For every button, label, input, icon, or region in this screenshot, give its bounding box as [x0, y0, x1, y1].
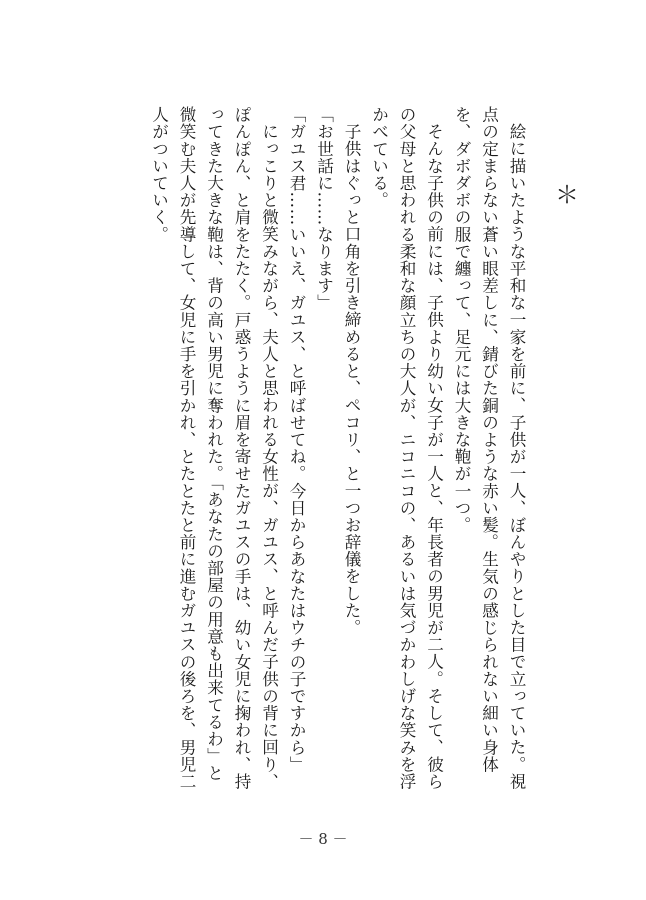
paragraph-3: 子供はぐっと口角を引き締めると、ペコリ、と一つお辞儀をした。: [342, 122, 361, 636]
paragraph-2: そんな子供の前には、子供より幼い女子が一人と、年長者の男児が二人。そして、彼らの父母と思われる柔和な顔立ちの大人が、ニコニコの、あるいは気づかわしげな笑みを浮かべている。: [369, 106, 444, 790]
dialogue-2: 「ガユス君……いいえ、ガユス、と呼ばせてね。今日からあなたはウチの子ですから」: [287, 106, 306, 773]
paragraph-4: にっこりと微笑みながら、夫人と思われる女性が、ガユス、と呼んだ子供の背に回り、ぽんぽん、と肩をたたく。戸惑うように眉を寄せたガユスの手は、幼い女児に掬われ、持ってきた大きな鞄は、背の高い男児に奪われた。「あなたの部屋の用意も出来てるわ」と微笑む夫人が先導して、女児に手を引かれ、とたとたと前に進むガユスの後ろを、男児二人がついていく。: [149, 106, 279, 790]
page-number: － 8 －: [298, 830, 348, 848]
section-break-asterisk: ＊: [555, 181, 579, 209]
dialogue-1: 「お世話に……なります」: [314, 106, 334, 312]
vertical-text-body: [145, 106, 530, 796]
paragraph-1: 絵に描いたような平和な一家を前に、子供が一人、ぼんやりとした目で立っていた。視点の定まらない蒼い眼差しに、錆びた銅のような赤い髪。生気の感じられない細い身体を、ダボダボの服で纏って、足元には大きな鞄が一つ。: [452, 106, 526, 790]
